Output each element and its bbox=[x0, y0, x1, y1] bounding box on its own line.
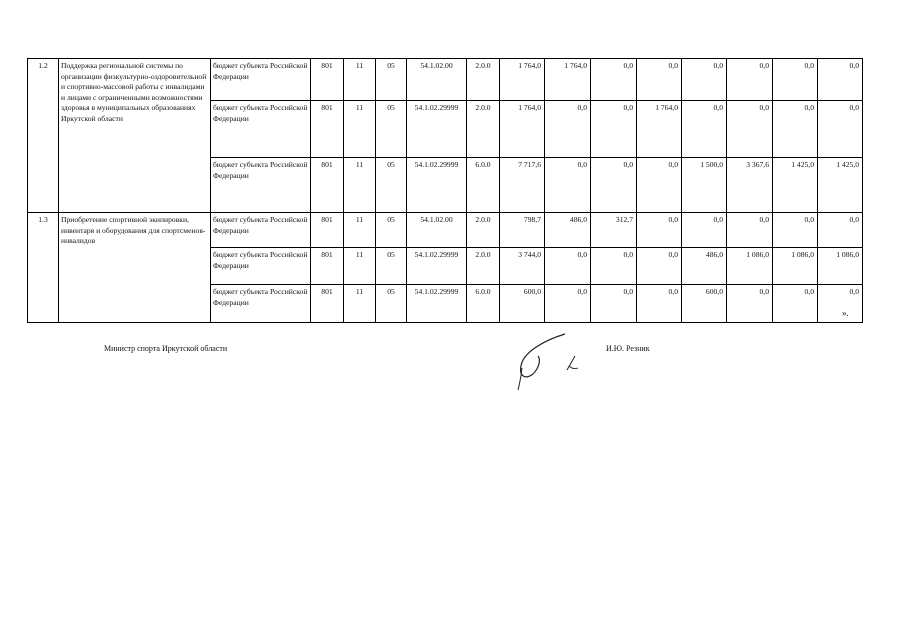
amount-cell: 0,0 bbox=[818, 59, 863, 101]
amount-cell: 0,0 bbox=[591, 248, 637, 285]
funding-source: бюджет субъекта Российской Федерации bbox=[211, 101, 311, 158]
amount-cell: 0,0 bbox=[637, 285, 682, 323]
amount-cell: 0,0 bbox=[727, 59, 773, 101]
code-cell: 6.0.0 bbox=[467, 285, 500, 323]
code-cell: 05 bbox=[376, 248, 407, 285]
amount-cell: 0,0 bbox=[682, 213, 727, 248]
code-cell: 801 bbox=[311, 285, 344, 323]
amount-cell: 0,0 bbox=[682, 59, 727, 101]
code-cell: 6.0.0 bbox=[467, 158, 500, 213]
funding-source: бюджет субъекта Российской Федерации bbox=[211, 158, 311, 213]
code-cell: 54.1.02.29999 bbox=[407, 248, 467, 285]
amount-cell: 0,0 bbox=[591, 101, 637, 158]
amount-cell: 0,0 bbox=[545, 248, 591, 285]
code-cell: 54.1.02.29999 bbox=[407, 101, 467, 158]
funding-source: бюджет субъекта Российской Федерации bbox=[211, 213, 311, 248]
amount-cell: 3 744,0 bbox=[500, 248, 545, 285]
code-cell: 801 bbox=[311, 59, 344, 101]
amount-cell: 0,0 bbox=[773, 285, 818, 323]
budget-table bbox=[27, 58, 863, 323]
activity-name: Приобретение спортивной экипировки, инвентаря и оборудования для спортсменов-инвалидов bbox=[59, 213, 211, 323]
closing-quote: ». bbox=[842, 308, 849, 318]
code-cell: 54.1.02.29999 bbox=[407, 158, 467, 213]
code-cell: 2.0.0 bbox=[467, 248, 500, 285]
funding-source: бюджет субъекта Российской Федерации bbox=[211, 248, 311, 285]
amount-cell: 1 500,0 bbox=[682, 158, 727, 213]
amount-cell: 0,0 bbox=[637, 59, 682, 101]
code-cell: 801 bbox=[311, 158, 344, 213]
amount-cell: 0,0 bbox=[637, 248, 682, 285]
table-row bbox=[28, 213, 863, 248]
code-cell: 2.0.0 bbox=[467, 101, 500, 158]
code-cell: 2.0.0 bbox=[467, 59, 500, 101]
code-cell: 05 bbox=[376, 101, 407, 158]
code-cell: 11 bbox=[344, 213, 376, 248]
code-cell: 54.1.02.29999 bbox=[407, 285, 467, 323]
budget-table-body bbox=[28, 59, 863, 323]
code-cell: 05 bbox=[376, 213, 407, 248]
code-cell: 801 bbox=[311, 213, 344, 248]
row-number: 1.3 bbox=[28, 213, 59, 323]
code-cell: 11 bbox=[344, 158, 376, 213]
amount-cell: 0,0 bbox=[818, 213, 863, 248]
amount-cell: 1 764,0 bbox=[500, 59, 545, 101]
amount-cell: 0,0 bbox=[773, 59, 818, 101]
code-cell: 05 bbox=[376, 59, 407, 101]
amount-cell: 7 717,6 bbox=[500, 158, 545, 213]
amount-cell: 486,0 bbox=[545, 213, 591, 248]
amount-cell: 0,0 bbox=[545, 158, 591, 213]
handwritten-signature bbox=[505, 328, 595, 398]
amount-cell: 0,0 bbox=[682, 101, 727, 158]
amount-cell: 1 086,0 bbox=[818, 248, 863, 285]
amount-cell: 312,7 bbox=[591, 213, 637, 248]
amount-cell: 0,0 bbox=[818, 285, 863, 323]
amount-cell: 600,0 bbox=[500, 285, 545, 323]
activity-name: Поддержка региональной системы по организации физкультурно-оздоровительной и спортивно-массовой работы с инвалидами и лицами с ограниченными возможностями здоровья в муниципальных образованиях Иркутской области bbox=[59, 59, 211, 213]
amount-cell: 0,0 bbox=[637, 158, 682, 213]
amount-cell: 1 425,0 bbox=[818, 158, 863, 213]
amount-cell: 0,0 bbox=[773, 101, 818, 158]
amount-cell: 600,0 bbox=[682, 285, 727, 323]
code-cell: 2.0.0 bbox=[467, 213, 500, 248]
amount-cell: 0,0 bbox=[591, 285, 637, 323]
amount-cell: 0,0 bbox=[773, 213, 818, 248]
amount-cell: 1 764,0 bbox=[637, 101, 682, 158]
amount-cell: 0,0 bbox=[727, 101, 773, 158]
signatory-name: И.Ю. Резник bbox=[606, 344, 650, 353]
amount-cell: 0,0 bbox=[818, 101, 863, 158]
amount-cell: 0,0 bbox=[637, 213, 682, 248]
amount-cell: 3 367,6 bbox=[727, 158, 773, 213]
code-cell: 54.1.02.00 bbox=[407, 213, 467, 248]
amount-cell: 1 764,0 bbox=[500, 101, 545, 158]
code-cell: 05 bbox=[376, 285, 407, 323]
amount-cell: 1 086,0 bbox=[727, 248, 773, 285]
row-number: 1.2 bbox=[28, 59, 59, 213]
code-cell: 11 bbox=[344, 59, 376, 101]
amount-cell: 0,0 bbox=[545, 285, 591, 323]
table-row bbox=[28, 59, 863, 101]
funding-source: бюджет субъекта Российской Федерации bbox=[211, 59, 311, 101]
code-cell: 11 bbox=[344, 248, 376, 285]
code-cell: 11 bbox=[344, 285, 376, 323]
amount-cell: 1 425,0 bbox=[773, 158, 818, 213]
amount-cell: 0,0 bbox=[727, 213, 773, 248]
funding-source: бюджет субъекта Российской Федерации bbox=[211, 285, 311, 323]
amount-cell: 1 086,0 bbox=[773, 248, 818, 285]
code-cell: 801 bbox=[311, 101, 344, 158]
amount-cell: 1 764,0 bbox=[545, 59, 591, 101]
amount-cell: 798,7 bbox=[500, 213, 545, 248]
code-cell: 11 bbox=[344, 101, 376, 158]
amount-cell: 0,0 bbox=[727, 285, 773, 323]
amount-cell: 486,0 bbox=[682, 248, 727, 285]
code-cell: 54.1.02.00 bbox=[407, 59, 467, 101]
amount-cell: 0,0 bbox=[591, 158, 637, 213]
code-cell: 05 bbox=[376, 158, 407, 213]
signatory-position: Министр спорта Иркутской области bbox=[104, 344, 228, 353]
amount-cell: 0,0 bbox=[591, 59, 637, 101]
amount-cell: 0,0 bbox=[545, 101, 591, 158]
code-cell: 801 bbox=[311, 248, 344, 285]
